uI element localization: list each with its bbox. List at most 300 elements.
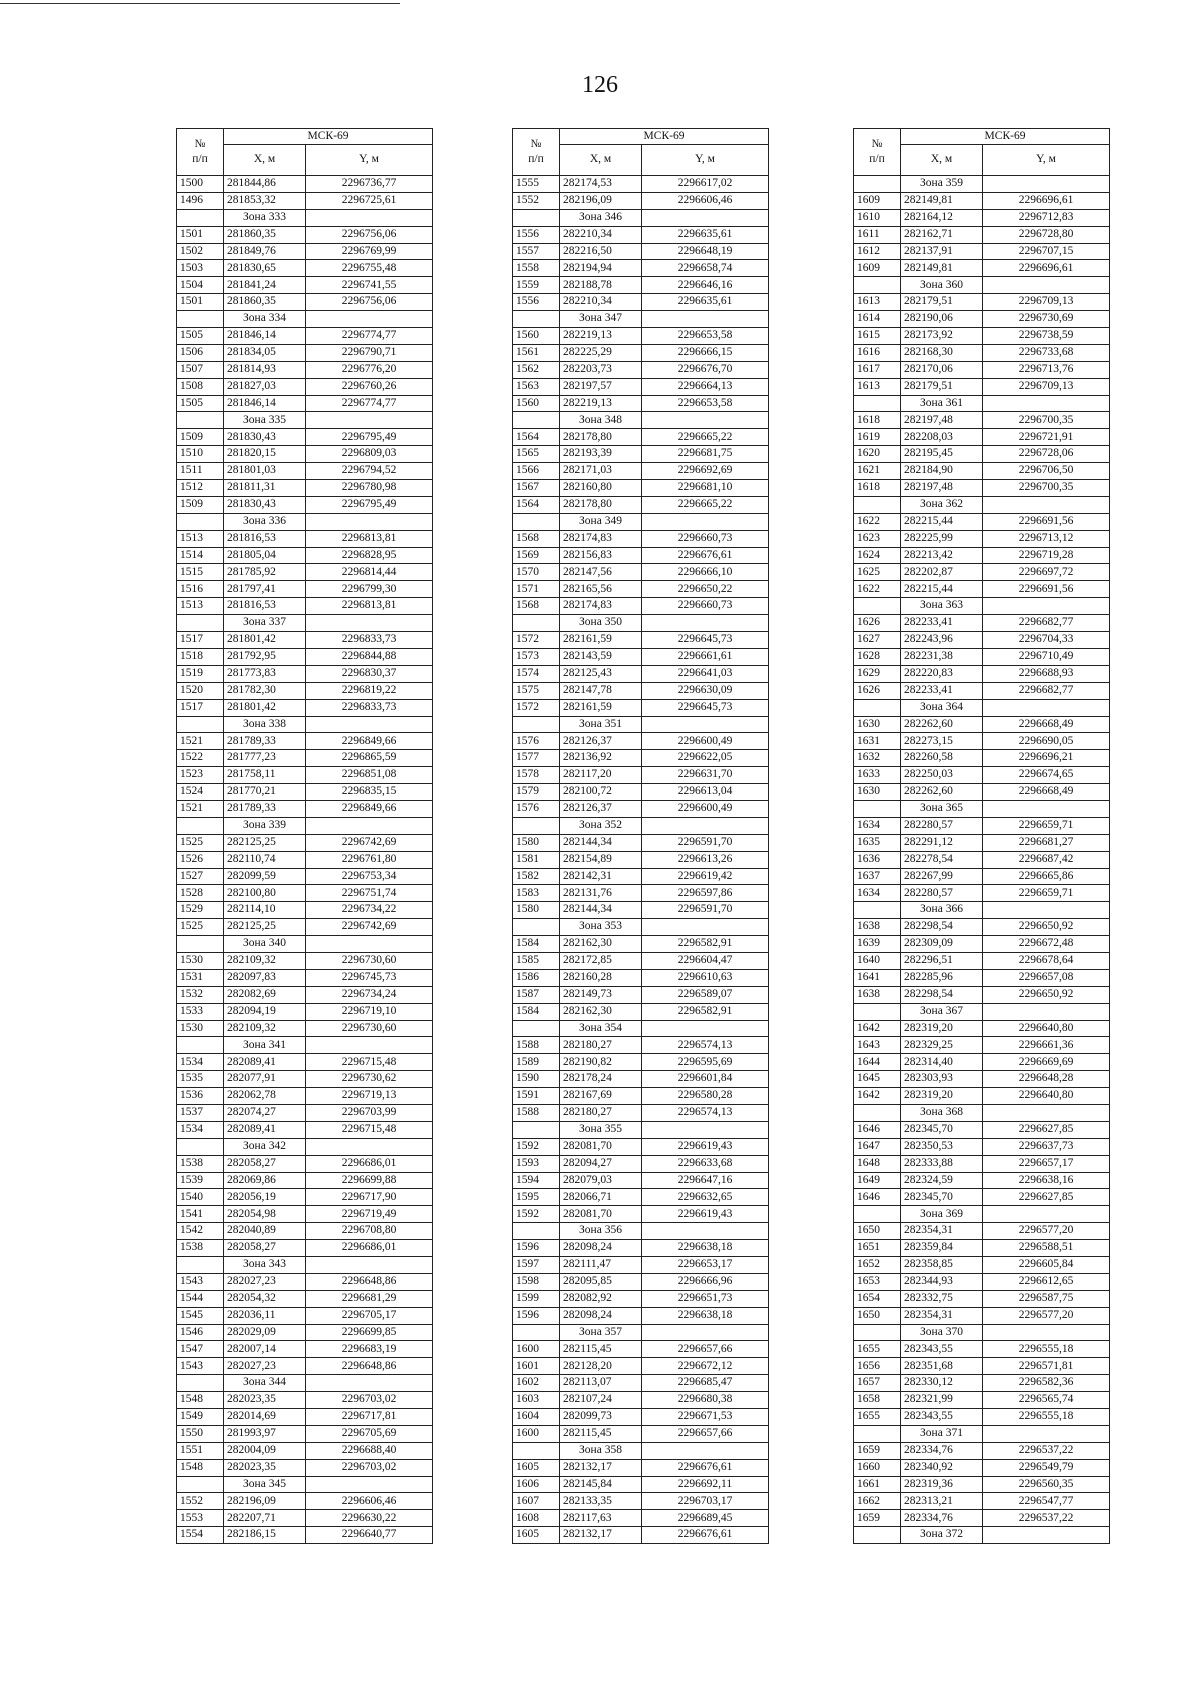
coord-x: 282173,92 (901, 328, 983, 345)
zone-row (513, 615, 769, 632)
header-system: МСК-69 (224, 129, 433, 145)
point-number: 1557 (513, 243, 560, 260)
point-row (177, 1273, 433, 1290)
zone-label: Зона 347 (560, 311, 642, 328)
point-number: 1525 (177, 919, 224, 936)
header-num (177, 129, 224, 176)
coord-x: 282149,81 (901, 192, 983, 209)
point-number: 1592 (513, 1206, 560, 1223)
header-num-symbol: № (530, 137, 542, 150)
point-row (513, 1358, 769, 1375)
coord-y: 2296833,73 (306, 632, 433, 649)
coord-y: 2296706,50 (983, 463, 1110, 480)
coord-x: 282036,11 (224, 1307, 306, 1324)
point-row (513, 243, 769, 260)
coord-y: 2296734,22 (306, 902, 433, 919)
coord-y: 2296707,15 (983, 243, 1110, 260)
coord-y: 2296696,21 (983, 750, 1110, 767)
zone-row-empty (177, 1037, 224, 1054)
coord-y: 2296819,22 (306, 682, 433, 699)
coord-x: 282100,80 (224, 885, 306, 902)
coord-y: 2296657,08 (983, 969, 1110, 986)
point-number: 1505 (177, 328, 224, 345)
coord-y: 2296674,65 (983, 767, 1110, 784)
zone-row-empty (642, 513, 769, 530)
zone-row-empty (306, 1037, 433, 1054)
point-number: 1511 (177, 463, 224, 480)
point-number: 1596 (513, 1240, 560, 1257)
point-row (854, 936, 1110, 953)
point-row (854, 1037, 1110, 1054)
point-row (854, 632, 1110, 649)
point-number: 1631 (854, 733, 901, 750)
coord-y: 2296795,49 (306, 429, 433, 446)
point-row (854, 1257, 1110, 1274)
point-number: 1582 (513, 868, 560, 885)
coord-y: 2296555,18 (983, 1341, 1110, 1358)
zone-row-empty (513, 209, 560, 226)
zone-row-empty (983, 1425, 1110, 1442)
point-number: 1515 (177, 564, 224, 581)
coord-x: 282029,09 (224, 1324, 306, 1341)
point-number: 1509 (177, 496, 224, 513)
coord-x: 282081,70 (560, 1138, 642, 1155)
point-row (513, 547, 769, 564)
coord-x: 282027,23 (224, 1358, 306, 1375)
point-number: 1541 (177, 1206, 224, 1223)
zone-label: Зона 364 (901, 699, 983, 716)
point-number: 1655 (854, 1341, 901, 1358)
coord-y: 2296587,75 (983, 1290, 1110, 1307)
coord-x: 282344,93 (901, 1273, 983, 1290)
point-row (177, 1392, 433, 1409)
coord-table-1 (176, 128, 433, 1544)
coord-x: 282216,50 (560, 243, 642, 260)
coord-x: 281782,30 (224, 682, 306, 699)
coord-x: 281844,86 (224, 176, 306, 193)
zone-row-empty (513, 1020, 560, 1037)
zone-row-empty (177, 1257, 224, 1274)
point-row (854, 1510, 1110, 1527)
point-number: 1635 (854, 834, 901, 851)
coord-x: 282195,45 (901, 446, 983, 463)
point-row (854, 716, 1110, 733)
coord-x: 282197,57 (560, 378, 642, 395)
point-row (177, 699, 433, 716)
point-number: 1659 (854, 1442, 901, 1459)
zone-row-empty (854, 1003, 901, 1020)
coord-y: 2296582,91 (642, 936, 769, 953)
coord-x: 282190,82 (560, 1054, 642, 1071)
zone-row-empty (983, 1206, 1110, 1223)
coord-y: 2296664,13 (642, 378, 769, 395)
point-number: 1606 (513, 1476, 560, 1493)
coord-y: 2296549,79 (983, 1459, 1110, 1476)
point-number: 1655 (854, 1409, 901, 1426)
zone-label: Зона 340 (224, 936, 306, 953)
zone-row-empty (306, 615, 433, 632)
coord-y: 2296703,02 (306, 1459, 433, 1476)
coord-x: 282131,76 (560, 885, 642, 902)
point-row (854, 226, 1110, 243)
point-number: 1599 (513, 1290, 560, 1307)
coord-x: 282319,36 (901, 1476, 983, 1493)
point-number: 1516 (177, 581, 224, 598)
coord-x: 282023,35 (224, 1459, 306, 1476)
point-number: 1593 (513, 1155, 560, 1172)
coord-x: 282321,99 (901, 1392, 983, 1409)
coord-y: 2296741,55 (306, 277, 433, 294)
coord-y: 2296725,61 (306, 192, 433, 209)
point-number: 1572 (513, 699, 560, 716)
coord-y: 2296638,16 (983, 1172, 1110, 1189)
coord-x: 281773,83 (224, 665, 306, 682)
point-row (177, 480, 433, 497)
coord-y: 2296640,80 (983, 1020, 1110, 1037)
coord-y: 2296691,56 (983, 581, 1110, 598)
coord-x: 282231,38 (901, 648, 983, 665)
point-number: 1600 (513, 1425, 560, 1442)
coord-y: 2296574,13 (642, 1104, 769, 1121)
coord-y: 2296648,86 (306, 1273, 433, 1290)
coord-y: 2296681,27 (983, 834, 1110, 851)
point-row (854, 1189, 1110, 1206)
coord-y: 2296658,74 (642, 260, 769, 277)
coord-x: 282161,59 (560, 699, 642, 716)
point-number: 1509 (177, 429, 224, 446)
coord-y: 2296565,74 (983, 1392, 1110, 1409)
coord-y: 2296830,37 (306, 665, 433, 682)
coord-x: 282162,30 (560, 1003, 642, 1020)
coord-y: 2296682,77 (983, 615, 1110, 632)
coord-x: 282179,51 (901, 378, 983, 395)
coord-y: 2296638,18 (642, 1307, 769, 1324)
coord-y: 2296555,18 (983, 1409, 1110, 1426)
point-number: 1641 (854, 969, 901, 986)
point-row (854, 1409, 1110, 1426)
point-number: 1532 (177, 986, 224, 1003)
point-row (854, 1020, 1110, 1037)
coord-x: 282262,60 (901, 716, 983, 733)
coord-x: 282219,13 (560, 395, 642, 412)
point-number: 1586 (513, 969, 560, 986)
coord-x: 282066,71 (560, 1189, 642, 1206)
point-row (177, 344, 433, 361)
coord-x: 282285,96 (901, 969, 983, 986)
point-row (513, 344, 769, 361)
zone-row (177, 311, 433, 328)
coord-x: 281758,11 (224, 767, 306, 784)
zone-label: Зона 338 (224, 716, 306, 733)
zone-label: Зона 352 (560, 817, 642, 834)
point-number: 1504 (177, 277, 224, 294)
point-number: 1571 (513, 581, 560, 598)
coord-x: 282098,24 (560, 1307, 642, 1324)
zone-row (513, 716, 769, 733)
zone-row-empty (642, 1020, 769, 1037)
coord-x: 282079,03 (560, 1172, 642, 1189)
zone-row-empty (854, 1527, 901, 1544)
point-row (177, 632, 433, 649)
point-row (513, 480, 769, 497)
point-row (177, 1054, 433, 1071)
point-number: 1549 (177, 1409, 224, 1426)
coord-x: 282196,09 (560, 192, 642, 209)
zone-label: Зона 369 (901, 1206, 983, 1223)
point-number: 1523 (177, 767, 224, 784)
coord-x: 282203,73 (560, 361, 642, 378)
zone-row-empty (177, 615, 224, 632)
coord-x: 282132,17 (560, 1527, 642, 1544)
coord-y: 2296648,86 (306, 1358, 433, 1375)
point-number: 1598 (513, 1273, 560, 1290)
zone-label: Зона 335 (224, 412, 306, 429)
point-row (513, 463, 769, 480)
point-number: 1507 (177, 361, 224, 378)
coord-x: 282170,06 (901, 361, 983, 378)
point-row (177, 885, 433, 902)
coord-x: 281801,42 (224, 699, 306, 716)
coord-x: 281789,33 (224, 800, 306, 817)
coord-x: 281860,35 (224, 294, 306, 311)
point-row (513, 429, 769, 446)
point-number: 1624 (854, 547, 901, 564)
zone-row-empty (177, 1138, 224, 1155)
coord-x: 282004,09 (224, 1442, 306, 1459)
point-row (854, 648, 1110, 665)
coord-table-3 (853, 128, 1110, 1544)
coord-x: 281827,03 (224, 378, 306, 395)
point-row (513, 1476, 769, 1493)
coord-y: 2296756,06 (306, 226, 433, 243)
coord-x: 282109,32 (224, 952, 306, 969)
coord-x: 282351,68 (901, 1358, 983, 1375)
zone-row-empty (854, 1206, 901, 1223)
point-row (854, 986, 1110, 1003)
coord-x: 282197,48 (901, 480, 983, 497)
point-row (854, 412, 1110, 429)
point-number: 1619 (854, 429, 901, 446)
point-row (854, 1054, 1110, 1071)
coord-x: 282147,56 (560, 564, 642, 581)
coord-y: 2296730,62 (306, 1071, 433, 1088)
coord-y: 2296719,10 (306, 1003, 433, 1020)
point-number: 1558 (513, 260, 560, 277)
point-number: 1534 (177, 1121, 224, 1138)
point-row (513, 1510, 769, 1527)
point-row (854, 344, 1110, 361)
point-row (177, 446, 433, 463)
coord-y: 2296676,70 (642, 361, 769, 378)
coord-y: 2296865,59 (306, 750, 433, 767)
coord-x: 282174,53 (560, 176, 642, 193)
coord-y: 2296689,45 (642, 1510, 769, 1527)
coord-x: 282100,72 (560, 784, 642, 801)
coord-y: 2296671,53 (642, 1409, 769, 1426)
point-number: 1573 (513, 648, 560, 665)
coord-x: 282319,20 (901, 1088, 983, 1105)
coord-x: 282329,25 (901, 1037, 983, 1054)
coord-x: 282097,83 (224, 969, 306, 986)
coord-y: 2296756,06 (306, 294, 433, 311)
coord-y: 2296713,76 (983, 361, 1110, 378)
point-number: 1653 (854, 1273, 901, 1290)
point-row (513, 395, 769, 412)
point-row (854, 1223, 1110, 1240)
coord-y: 2296537,22 (983, 1442, 1110, 1459)
header-num-symbol: № (194, 137, 206, 150)
coord-y: 2296600,49 (642, 733, 769, 750)
coord-x: 282126,37 (560, 800, 642, 817)
coord-y: 2296685,47 (642, 1375, 769, 1392)
coord-y: 2296794,52 (306, 463, 433, 480)
coord-y: 2296828,95 (306, 547, 433, 564)
zone-row-empty (854, 395, 901, 412)
point-number: 1625 (854, 564, 901, 581)
point-number: 1614 (854, 311, 901, 328)
zone-row-empty (983, 902, 1110, 919)
zone-row-empty (642, 1442, 769, 1459)
point-row (177, 784, 433, 801)
point-number: 1502 (177, 243, 224, 260)
zone-row (177, 1257, 433, 1274)
point-number: 1651 (854, 1240, 901, 1257)
coord-y: 2296627,85 (983, 1121, 1110, 1138)
header-x: Х, м (901, 145, 983, 176)
point-number: 1611 (854, 226, 901, 243)
coord-x: 282168,30 (901, 344, 983, 361)
zone-label: Зона 351 (560, 716, 642, 733)
point-number: 1647 (854, 1138, 901, 1155)
zone-row-empty (513, 1121, 560, 1138)
coord-y: 2296681,75 (642, 446, 769, 463)
point-row (854, 243, 1110, 260)
point-number: 1538 (177, 1155, 224, 1172)
coord-x: 282145,84 (560, 1476, 642, 1493)
point-number: 1552 (513, 192, 560, 209)
zone-row (177, 716, 433, 733)
coord-y: 2296703,99 (306, 1104, 433, 1121)
zone-row-empty (177, 311, 224, 328)
coord-y: 2296799,30 (306, 581, 433, 598)
point-number: 1517 (177, 699, 224, 716)
coord-x: 282125,25 (224, 919, 306, 936)
zone-row-empty (306, 936, 433, 953)
coord-x: 281841,24 (224, 277, 306, 294)
coord-x: 282260,58 (901, 750, 983, 767)
coord-table-2 (512, 128, 769, 1544)
point-row (513, 1138, 769, 1155)
scan-top-line (0, 3, 400, 4)
zone-row (513, 1324, 769, 1341)
coord-y: 2296619,43 (642, 1138, 769, 1155)
coord-x: 281777,23 (224, 750, 306, 767)
coord-y: 2296622,05 (642, 750, 769, 767)
point-number: 1605 (513, 1527, 560, 1544)
coord-y: 2296613,04 (642, 784, 769, 801)
coord-y: 2296715,48 (306, 1121, 433, 1138)
coord-x: 282334,76 (901, 1442, 983, 1459)
coord-x: 282178,24 (560, 1071, 642, 1088)
point-number: 1650 (854, 1223, 901, 1240)
coord-x: 282161,59 (560, 632, 642, 649)
coord-x: 281797,41 (224, 581, 306, 598)
coord-x: 282213,42 (901, 547, 983, 564)
coord-y: 2296721,91 (983, 429, 1110, 446)
coord-x: 282172,85 (560, 952, 642, 969)
coord-x: 282354,31 (901, 1223, 983, 1240)
point-row (854, 919, 1110, 936)
zone-label: Зона 343 (224, 1257, 306, 1274)
point-number: 1552 (177, 1493, 224, 1510)
point-row (513, 648, 769, 665)
coord-y: 2296760,26 (306, 378, 433, 395)
coord-y: 2296696,61 (983, 260, 1110, 277)
point-number: 1553 (177, 1510, 224, 1527)
zone-row-empty (854, 1425, 901, 1442)
coord-x: 282142,31 (560, 868, 642, 885)
point-number: 1649 (854, 1172, 901, 1189)
point-row (513, 952, 769, 969)
coord-x: 282313,21 (901, 1493, 983, 1510)
point-row (854, 1138, 1110, 1155)
coord-x: 282089,41 (224, 1054, 306, 1071)
coord-y: 2296588,51 (983, 1240, 1110, 1257)
coord-x: 282178,80 (560, 496, 642, 513)
point-number: 1648 (854, 1155, 901, 1172)
point-number: 1556 (513, 294, 560, 311)
point-row (513, 1071, 769, 1088)
point-row (513, 682, 769, 699)
point-row (177, 192, 433, 209)
page-number: 126 (582, 72, 618, 98)
coord-x: 282115,45 (560, 1341, 642, 1358)
zone-label: Зона 337 (224, 615, 306, 632)
point-number: 1505 (177, 395, 224, 412)
coord-x: 282250,03 (901, 767, 983, 784)
coord-y: 2296665,86 (983, 868, 1110, 885)
coord-y: 2296717,81 (306, 1409, 433, 1426)
zone-label: Зона 341 (224, 1037, 306, 1054)
point-row (854, 446, 1110, 463)
coord-x: 282154,89 (560, 851, 642, 868)
point-number: 1576 (513, 800, 560, 817)
zone-row-empty (306, 209, 433, 226)
point-row (854, 1307, 1110, 1324)
point-row (854, 615, 1110, 632)
point-number: 1540 (177, 1189, 224, 1206)
point-number: 1626 (854, 615, 901, 632)
point-number: 1528 (177, 885, 224, 902)
point-row (854, 784, 1110, 801)
point-row (177, 1121, 433, 1138)
point-number: 1561 (513, 344, 560, 361)
coord-x: 282193,39 (560, 446, 642, 463)
coord-x: 282117,63 (560, 1510, 642, 1527)
point-row (513, 226, 769, 243)
coord-y: 2296633,68 (642, 1155, 769, 1172)
point-number: 1584 (513, 936, 560, 953)
zone-row-empty (983, 1104, 1110, 1121)
point-row (177, 395, 433, 412)
coord-x: 281814,93 (224, 361, 306, 378)
zone-row-empty (306, 311, 433, 328)
zone-label: Зона 339 (224, 817, 306, 834)
point-row (513, 969, 769, 986)
zone-row (854, 1206, 1110, 1223)
point-row (513, 598, 769, 615)
point-number: 1560 (513, 395, 560, 412)
